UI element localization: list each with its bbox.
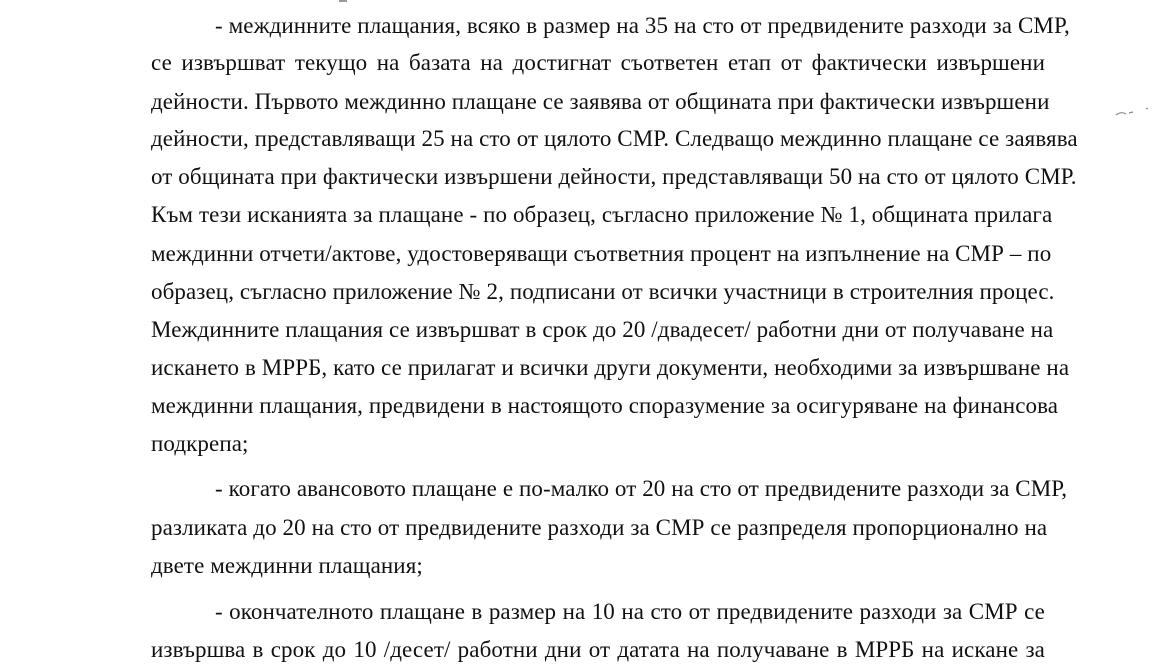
paragraph-line: дейности, представляващи 25 на сто от цялото СМР. Следващо междинно плащане се заявява <box>151 126 1078 151</box>
paragraph-line: Към тези исканията за плащане - по образец, съгласно приложение № 1, общината прилага <box>151 202 1053 227</box>
paragraph-line: - когато авансовото плащане е по-малко от 20 на сто от предвидените разходи за СМР, <box>215 476 1068 501</box>
paragraph-line: - окончателното плащане в размер на 10 на сто от предвидените разходи за СМР се <box>215 599 1045 624</box>
scan-speck <box>339 0 347 2</box>
paragraph-line: подкрепа; <box>151 431 249 456</box>
paragraph-line: се извършват текущо на базата на достигнат съответен етап от фактически извършени <box>151 50 1045 75</box>
paragraph-line: искането в МРРБ, като се прилагат и всички други документи, необходими за извършване на <box>151 355 1070 380</box>
paragraph-line: двете междинни плащания; <box>151 553 423 578</box>
paragraph-line: дейности. Първото междинно плащане се заявява от общината при фактически извършени <box>151 89 1050 114</box>
paragraph-line: образец, съгласно приложение № 2, подписани от всички участници в строителния процес. <box>151 279 1055 304</box>
scan-mark-icon <box>1112 102 1156 120</box>
paragraph-line: - междинните плащания, всяко в размер на 35 на сто от предвидените разходи за СМР, <box>215 13 1070 38</box>
paragraph-line: разликата до 20 на сто от предвидените разходи за СМР се разпределя пропорционално на <box>151 515 1048 540</box>
paragraph-line: Междинните плащания се извършват в срок до 20 /двадесет/ работни дни от получаване на <box>151 317 1054 342</box>
paragraph-line: извършва в срок до 10 /десет/ работни дни от датата на получаване в МРРБ на искане за <box>151 637 1045 662</box>
paragraph-line: от общината при фактически извършени дейности, представляващи 50 на сто от цялото СМР. <box>151 164 1077 189</box>
paragraph-line: междинни отчети/актове, удостоверяващи съответния процент на изпълнение на СМР – по <box>151 241 1052 266</box>
paragraph-line: междинни плащания, предвидени в настоящото споразумение за осигуряване на финансова <box>151 393 1059 418</box>
